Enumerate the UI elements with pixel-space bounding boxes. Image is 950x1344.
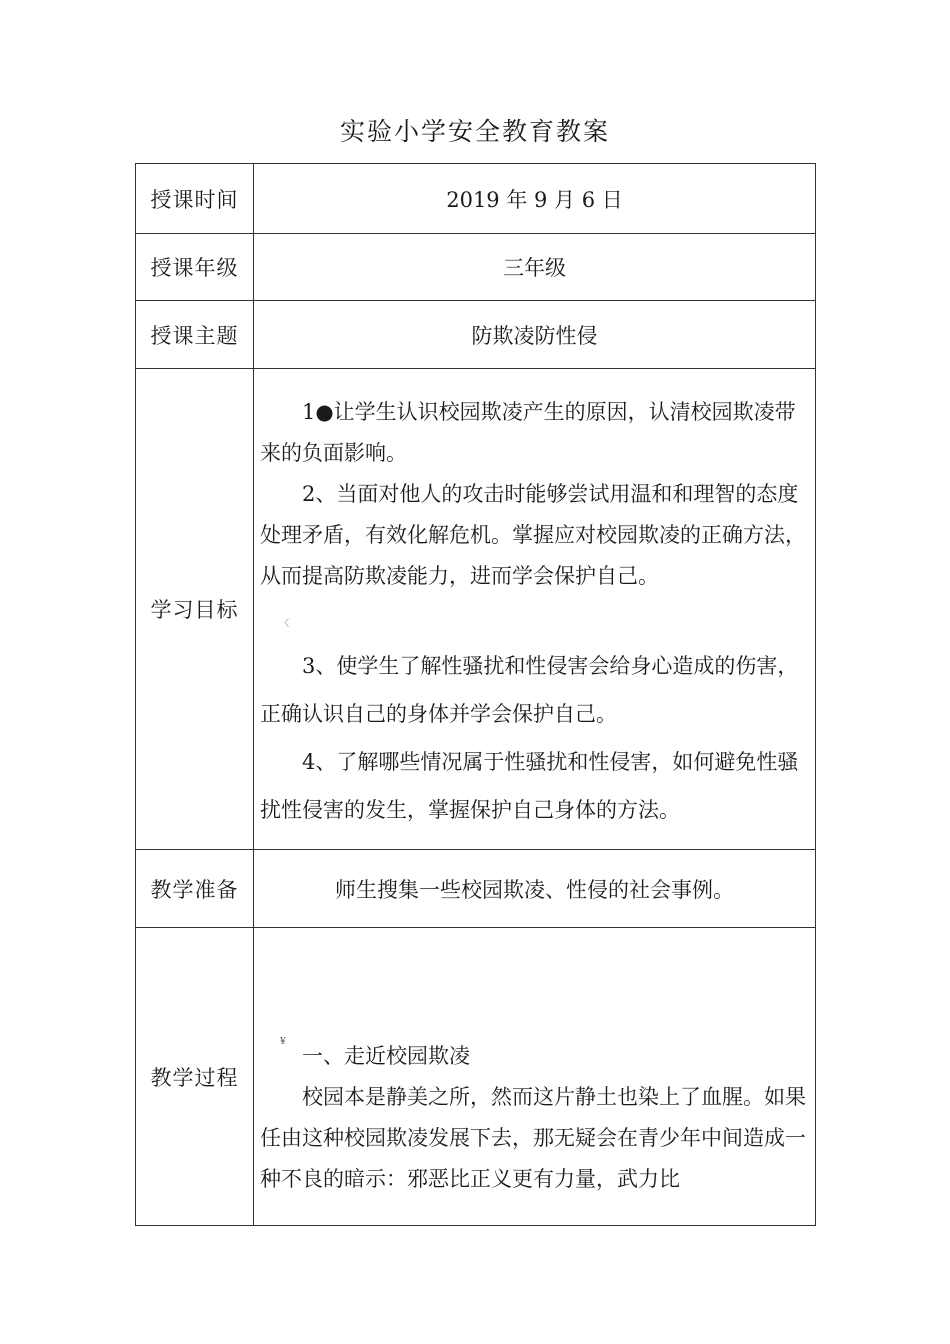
lesson-plan-table bbox=[135, 163, 816, 1226]
goal-item: 2、当面对他人的攻击时能够尝试用温和和理智的态度处理矛盾，有效化解危机。掌握应对校园欺凌的正确方法，从而提高防欺凌能力，进而学会保护自己。 bbox=[260, 481, 806, 588]
row-topic bbox=[136, 301, 816, 369]
value-time: 2019 年 9 月 6 日 bbox=[254, 164, 816, 234]
stray-mark: 〈 bbox=[280, 618, 290, 629]
label-topic: 授课主题 bbox=[136, 301, 254, 369]
row-time bbox=[136, 164, 816, 234]
label-prep: 教学准备 bbox=[136, 850, 254, 928]
label-grade: 授课年级 bbox=[136, 234, 254, 301]
row-goals bbox=[136, 369, 816, 850]
process-heading: 一、走近校园欺凌 bbox=[302, 1043, 470, 1068]
process-text: 校园本是静美之所，然而这片静土也染上了血腥。如果任由这种校园欺凌发展下去，那无疑会在青少年中间造成一种不良的暗示：邪恶比正义更有力量，武力比 bbox=[260, 1084, 806, 1191]
value-topic: 防欺凌防性侵 bbox=[254, 301, 816, 369]
label-process: 教学过程 bbox=[136, 928, 254, 1226]
goal-item: 1●让学生认识校园欺凌产生的原因，认清校园欺凌带来的负面影响。 bbox=[260, 399, 796, 465]
row-grade bbox=[136, 234, 816, 301]
goals-content bbox=[254, 369, 816, 850]
value-prep: 师生搜集一些校园欺凌、性侵的社会事例。 bbox=[254, 850, 816, 928]
row-prep bbox=[136, 850, 816, 928]
label-time: 授课时间 bbox=[136, 164, 254, 234]
goal-item: 3、使学生了解性骚扰和性侵害会给身心造成的伤害，正确认识自己的身体并学会保护自己。 bbox=[260, 653, 799, 726]
label-goals: 学习目标 bbox=[136, 369, 254, 850]
row-process bbox=[136, 928, 816, 1226]
stray-mark: ¥ bbox=[280, 1036, 286, 1047]
value-grade: 三年级 bbox=[254, 234, 816, 301]
goal-item: 4、了解哪些情况属于性骚扰和性侵害，如何避免性骚扰性侵害的发生，掌握保护自己身体的方法。 bbox=[260, 749, 799, 822]
process-content bbox=[254, 928, 816, 1226]
document-title: 实验小学安全教育教案 bbox=[339, 117, 610, 146]
